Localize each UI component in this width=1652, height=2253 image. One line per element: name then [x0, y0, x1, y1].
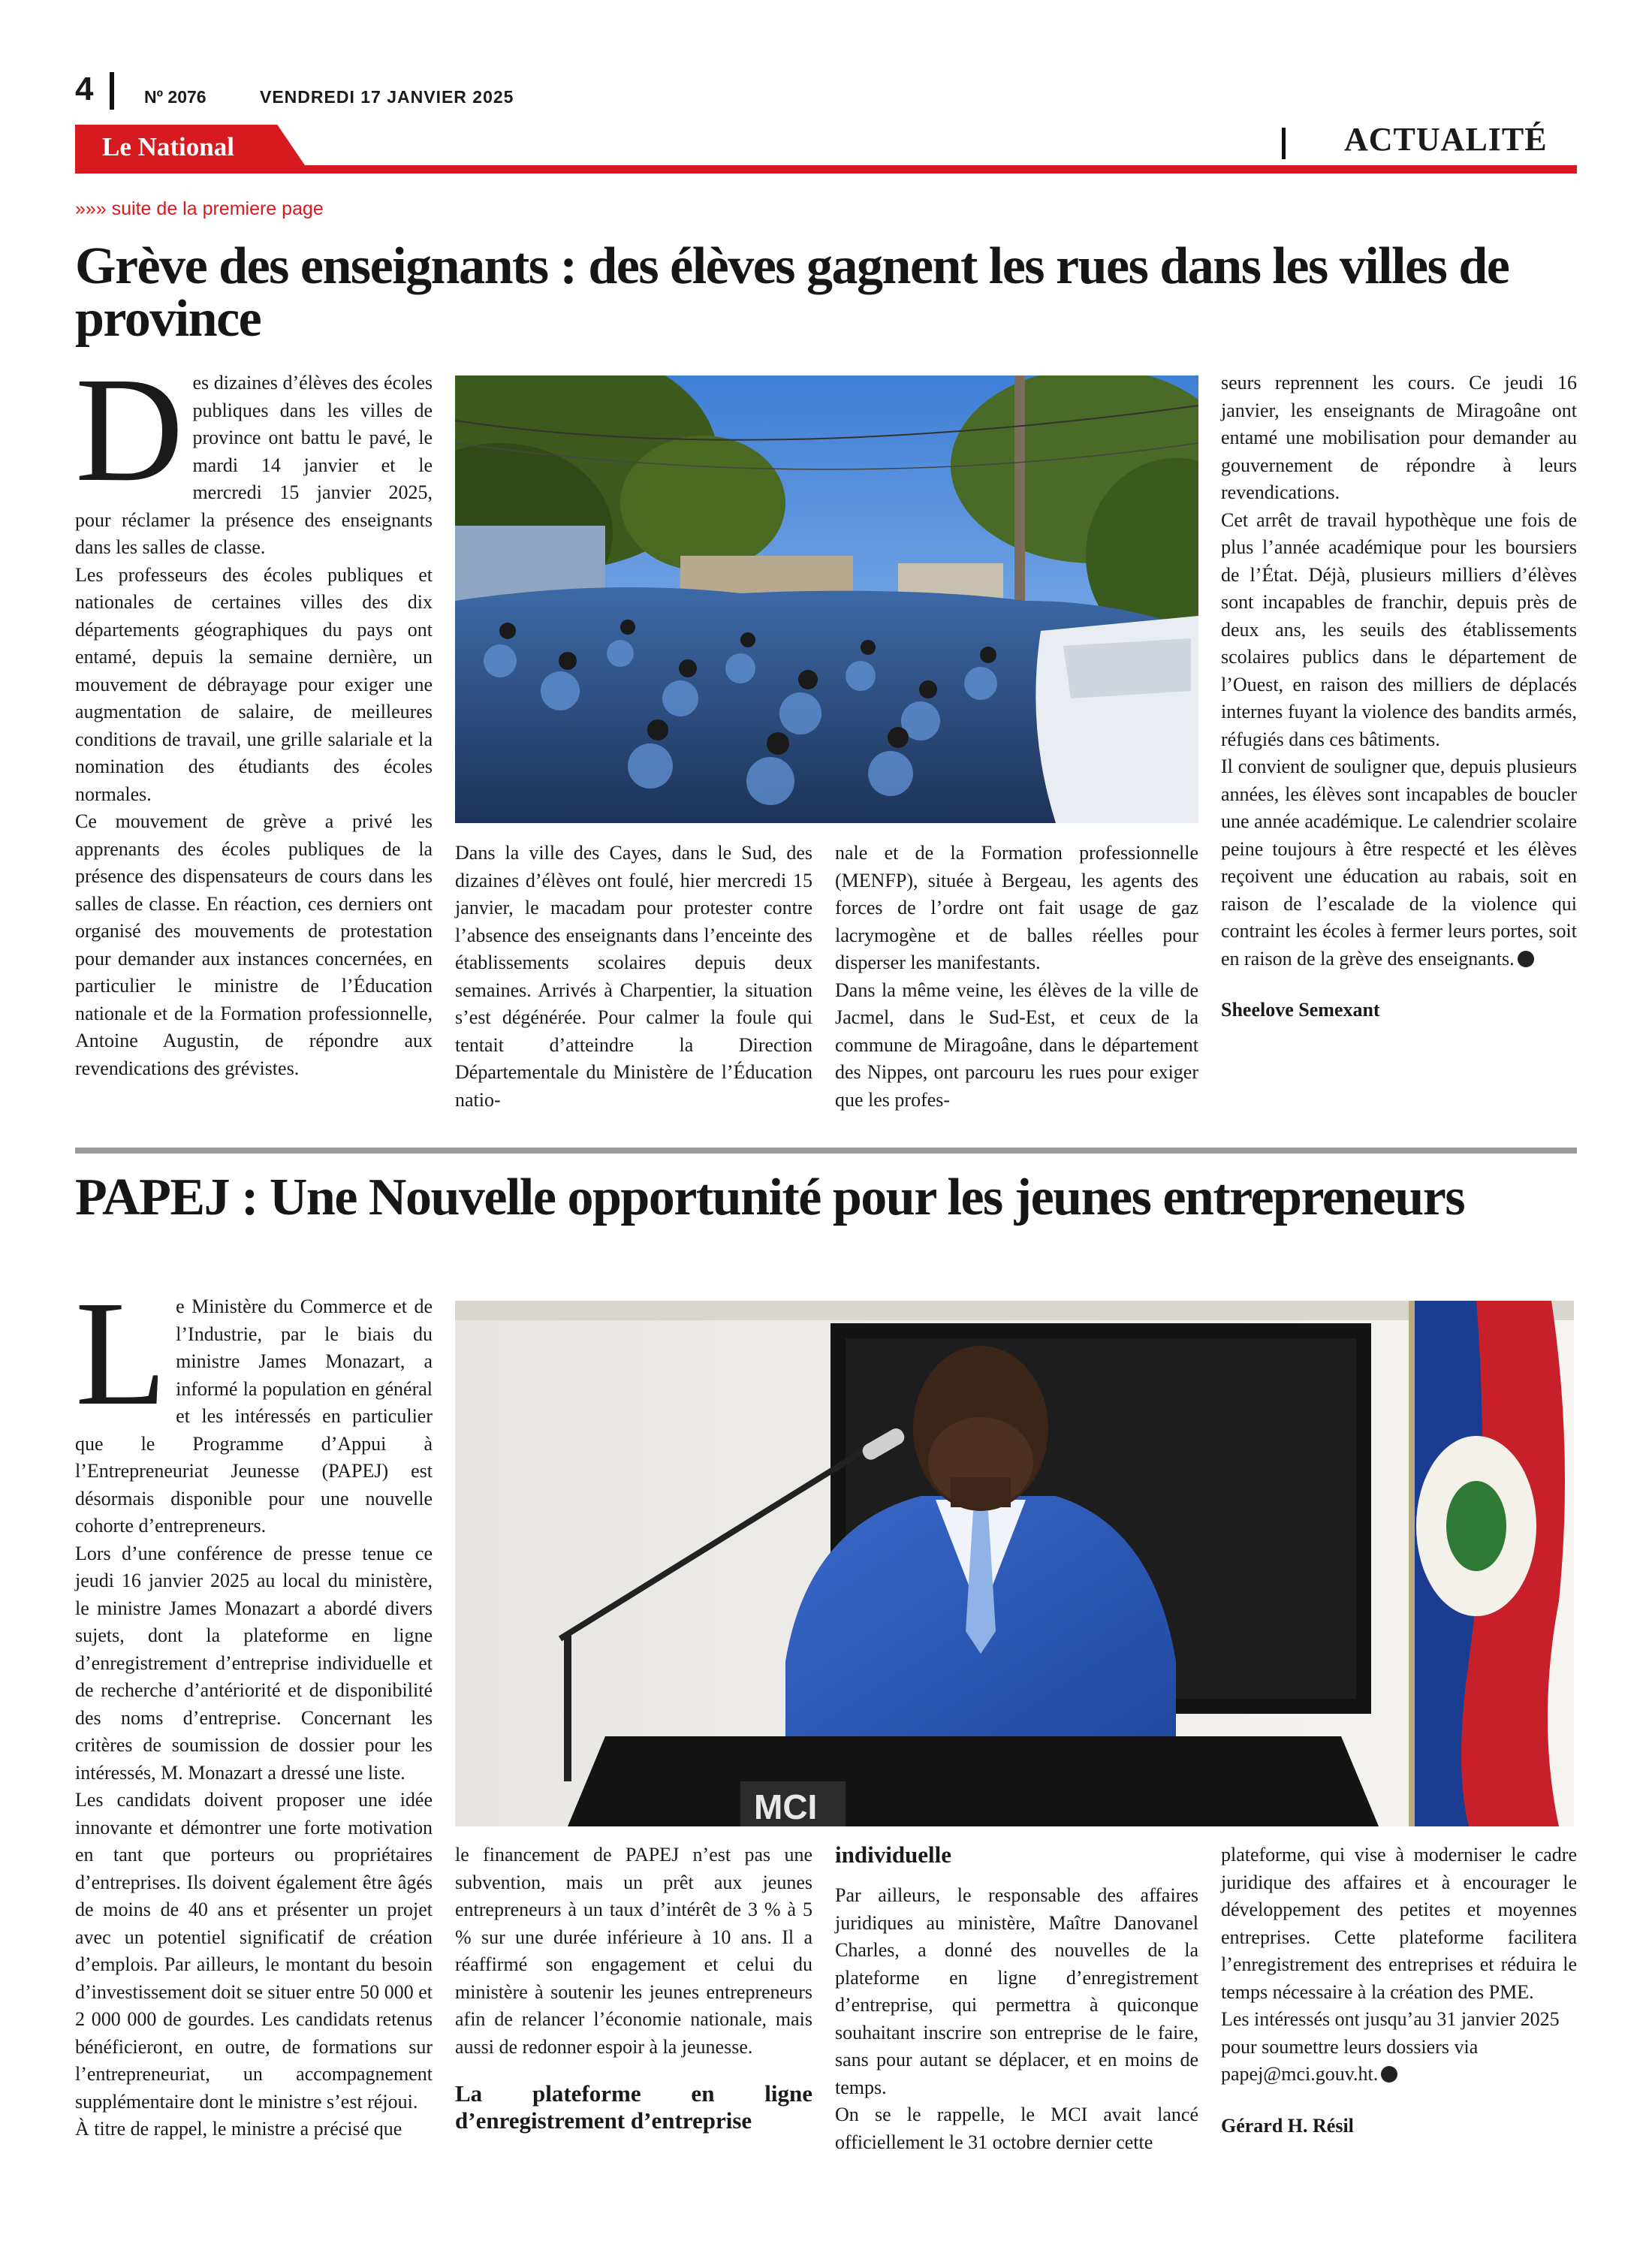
article2-drop-cap: L [75, 1271, 167, 1437]
article2-column-2 [455, 1841, 812, 2140]
article2-paragraph: À titre de rappel, le ministre a précisé que [75, 2118, 402, 2140]
page-number-divider [110, 72, 114, 110]
article1-paragraph: Ce mouvement de grève a privé les apprenants des écoles publiques de la présence des dispensateurs de cours dans les salles de classe. En réaction, ces derniers ont organisé des mouvements de protestation pour demander aux instances concernées, en particulier le ministre de l’Éducation nationale et de la Formation professionnelle, Antoine Augustin, de répondre aux revendications des grévistes. [75, 810, 433, 1079]
brand-name: Le National [102, 132, 234, 161]
end-mark-icon [1518, 951, 1534, 967]
end-mark-icon [1381, 2066, 1397, 2083]
issue-date: VENDREDI 17 JANVIER 2025 [260, 87, 514, 107]
article1-byline: Sheelove Semexant [1221, 999, 1380, 1021]
article2-paragraph: le financement de PAPEJ n’est pas une subvention, mais un prêt aux jeunes entrepreneurs à un taux d’intérêt de 3 % à 5 % sur une durée inférieure à 10 ans. Il a réaffirmé son engagement et celui du ministère à soutenir les jeunes entrepreneurs afin de relancer l’économie nationale, mais aussi de redonner espoir à la jeunesse. [455, 1844, 812, 2058]
article1-column-4 [1221, 369, 1577, 1024]
article2-paragraph: Par ailleurs, le responsable des affaires juridiques au ministère, Maître Danovanel Charles, a donné des nouvelles de la plateforme en ligne d’enregistrement d’entreprise, qui permettra à quiconque souhaitant inscrire son entreprise de le faire, sans pour autant se déplacer, et en moins de temps. [835, 1884, 1198, 2098]
article2-paragraph: On se le rappelle, le MCI avait lancé officiellement le 31 octobre dernier cette [835, 2104, 1198, 2153]
article2-paragraph: e Ministère du Commerce et de l’Industrie, par le biais du ministre James Monazart, a informé la population en général et les intéressés en particulier que le Programme d’Appui à l’Entrepreneuriat Jeunesse (PAPEJ) est désormais disponible pour une nouvelle cohorte d’entrepreneurs. [75, 1295, 433, 1537]
article2-subheading: La plateforme en ligne d’enregistrement d’entreprise [455, 2080, 812, 2134]
article1-paragraph [1221, 753, 1577, 973]
article1-paragraph: Dans la ville des Cayes, dans le Sud, des dizaines d’élèves ont foulé, hier mercredi 15 janvier, le macadam pour protester contre l’absence des enseignants dans l’enceinte des établissements scolaires depuis deux semaines. Arrivés à Charpentier, la situation s’est dégénérée. Pour calmer la foule qui tentait d’atteindre la Direction Départementale du Ministère de l’Éducation natio- [455, 842, 812, 1111]
article1-paragraph: Les professeurs des écoles publiques et nationales de certaines villes des dix départements géographiques du pays ont entamé, depuis la semaine dernière, un mouvement de débrayage pour exiger une augmentation de salaire, de meilleures conditions de travail, une grille salariale et la nomination des étudiants des écoles normales. [75, 563, 433, 805]
article1-paragraph: seurs reprennent les cours. Ce jeudi 16 janvier, les enseignants de Miragoâne ont entamé une mobilisation pour demander au gouvernement de répondre à leurs revendications. [1221, 372, 1577, 503]
article2-column-1 [75, 1271, 433, 2143]
article2-column-3 [835, 1841, 1198, 2156]
article2-paragraph: plateforme, qui vise à moderniser le cadre juridique des affaires et à encourager le développement des petites et moyennes entreprises. Cette plateforme facilitera l’enregistrement des entreprises et réduira le temps nécessaire à la création des PME. [1221, 1844, 1577, 2003]
article-divider [75, 1148, 1577, 1154]
article1-paragraph: Cet arrêt de travail hypothèque une fois de plus l’année académique pour les boursiers de l’État. Déjà, plusieurs milliers d’élèves sont incapables de franchir, depuis près de deux ans, les seuils des établissements scolaires publics dans le département de l’Ouest, en raison des milliers de déplacés internes fuyant la violence des bandits armés, réfugiés dans ces bâtiments. [1221, 508, 1577, 750]
article1-drop-cap: D [75, 347, 184, 513]
article2-column-4 [1221, 1841, 1577, 2140]
article1-paragraph: es dizaines d’élèves des écoles publiques dans les villes de province ont battu le pavé, le mardi 14 janvier et le mercredi 15 janvier 2025, pour réclamer la présence des enseignants dans les salles de classe. [75, 372, 433, 558]
continued-from-front: »»» suite de la premiere page [75, 198, 324, 219]
page-number: 4 [75, 71, 94, 107]
article2-byline: Gérard H. Résil [1221, 2114, 1354, 2137]
minister-photo [455, 1301, 1574, 1826]
header-rule [75, 165, 1577, 173]
article1-headline: Grève des enseignants : des élèves gagnent les rues dans les villes de province [75, 237, 1509, 348]
podium-logo-text: MCI [754, 1787, 818, 1826]
issue-number: Nº 2076 [144, 87, 206, 107]
article1-column-2 [455, 840, 812, 1114]
section-divider [1282, 128, 1286, 159]
article1-closing-text: Il convient de souligner que, depuis plusieurs années, les élèves sont incapables de boucler une année académique. Le calendrier scolaire peine toujours à être respecté et les élèves reçoivent une éducation au rabais, soit en raison de l’escalade de la violence qui contraint les écoles à fermer leurs portes, soit en raison de la grève des enseignants. [1221, 756, 1577, 970]
article1-paragraph: Dans la même veine, les élèves de la ville de Jacmel, dans le Sud-Est, et ceux de la commune de Miragoâne, dans le département des Nippes, ont parcouru les rues pour exiger que les profes- [835, 979, 1198, 1111]
section-label: ACTUALITÉ [1344, 121, 1548, 158]
article1-column-1 [75, 347, 433, 1082]
article2-paragraph: Les candidats doivent proposer une idée innovante et démontrer une forte motivation en tant que porteurs ou propriétaires d’entreprises. Ils doivent également être âgés de moins de 40 ans et présenter un projet avec un potentiel significatif de création d’emplois. Par ailleurs, le montant du besoin d’investissement doit se situer entre 50 000 et 2 000 000 de gourdes. Les candidats retenus bénéficieront, en outre, de formations sur l’entrepreneuriat, un accompagnement supplémentaire dont le ministre s’est réjoui. [75, 1789, 433, 2113]
protest-photo [455, 376, 1198, 823]
article1-paragraph: nale et de la Formation professionnelle (MENFP), située à Bergeau, les agents des forces de l’ordre ont fait usage de gaz lacrymogène et de balles réelles pour disperser les manifestants. [835, 842, 1198, 973]
article2-headline: PAPEJ : Une Nouvelle opportunité pour les jeunes entrepreneurs [75, 1169, 1465, 1226]
article2-paragraph: Lors d’une conférence de presse tenue ce jeudi 16 janvier 2025 au local du ministère, le ministre James Monazart a abordé divers sujets, dont la plateforme en ligne d’enregistrement d’entreprise individuelle et de recherche d’antériorité et de disponibilité des noms d’entreprise. Concernant les critères de soumission de dossier pour les intéressés, M. Monazart a dressé une liste. [75, 1542, 433, 1784]
article1-column-3 [835, 840, 1198, 1114]
article2-subheading-cont: individuelle [835, 1841, 952, 1868]
article2-closing-text: Les intéressés ont jusqu’au 31 janvier 2025 pour soumettre leurs dossiers via papej@mci.gouv.ht. [1221, 2008, 1560, 2085]
